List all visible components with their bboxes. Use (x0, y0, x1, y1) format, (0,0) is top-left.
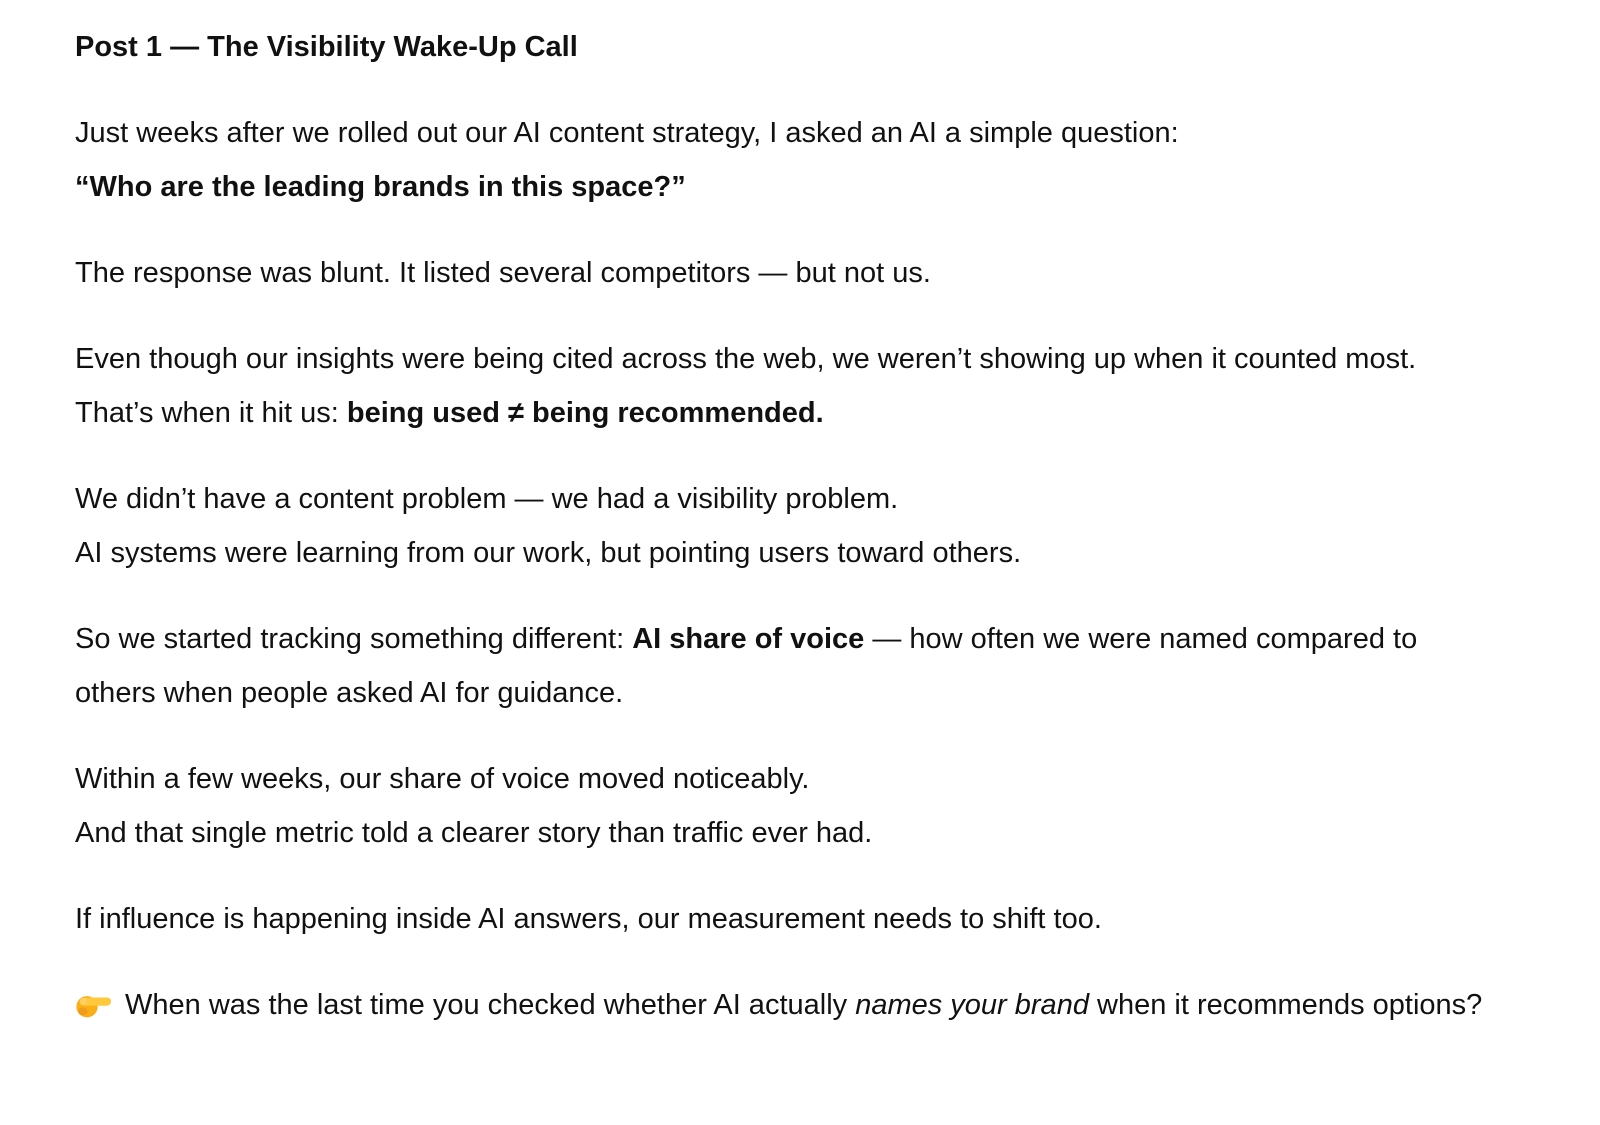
text-run: others when people asked AI for guidance. (75, 677, 624, 709)
text-run: We didn’t have a content problem — we had a visibility problem. (75, 483, 899, 515)
text-run: options? (1372, 989, 1483, 1021)
text-line (75, 817, 872, 849)
text-line (75, 397, 824, 429)
paragraph-response (75, 246, 1570, 300)
paragraph-result (75, 752, 1570, 860)
paragraph-cta (75, 978, 1570, 1032)
text-run: AI systems were learning from our work, but pointing users toward others. (75, 537, 1022, 569)
text-run: If influence is happening inside AI answers, our measurement needs to shift too. (75, 903, 1102, 935)
text-run: That’s when it hit us: (75, 397, 347, 429)
text-line (75, 343, 1416, 375)
text-run: Within a few weeks, our share of voice moved noticeably. (75, 763, 810, 795)
bold-metric-name: AI share of voice (632, 623, 865, 655)
text-run: — how often we were named compared to (864, 623, 1418, 655)
bold-key-phrase: being used ≠ being recommended. (346, 397, 824, 429)
post-title: Post 1 — The Visibility Wake-Up Call (75, 31, 578, 63)
text-line (75, 903, 1102, 935)
bold-question-text: “Who are the leading brands in this space?” (75, 171, 686, 203)
text-run: And that single metric told a clearer story than traffic ever had. (75, 817, 873, 849)
text-line (75, 537, 1021, 569)
italic-emphasis-text: names your brand (855, 989, 1089, 1021)
paragraph-conclusion (75, 892, 1570, 946)
text-run: Even though our insights were being cited across the web, we weren’t showing up when it counted most. (75, 343, 1417, 375)
text-run: The response was blunt. It listed several competitors — but not us. (75, 257, 931, 289)
pointing-right-emoji (75, 987, 112, 1019)
text-line (75, 763, 809, 795)
text-run: Just weeks after we rolled out our AI content strategy, I asked an AI a simple question: (75, 117, 1179, 149)
paragraph-insight (75, 332, 1570, 440)
text-run: When was the last time you checked whether AI actually (125, 989, 856, 1021)
text-line (1373, 989, 1483, 1021)
text-line (75, 171, 686, 203)
text-run: when it recommends (1088, 989, 1365, 1021)
paragraph-intro (75, 106, 1570, 214)
paragraph-problem (75, 472, 1570, 580)
text-line (75, 257, 931, 289)
text-line (75, 117, 1179, 149)
text-line (75, 677, 623, 709)
text-line (75, 623, 1417, 655)
paragraph-tracking (75, 612, 1570, 720)
text-run: So we started tracking something different: (75, 623, 633, 655)
text-line (75, 989, 1365, 1021)
text-line (75, 483, 898, 515)
